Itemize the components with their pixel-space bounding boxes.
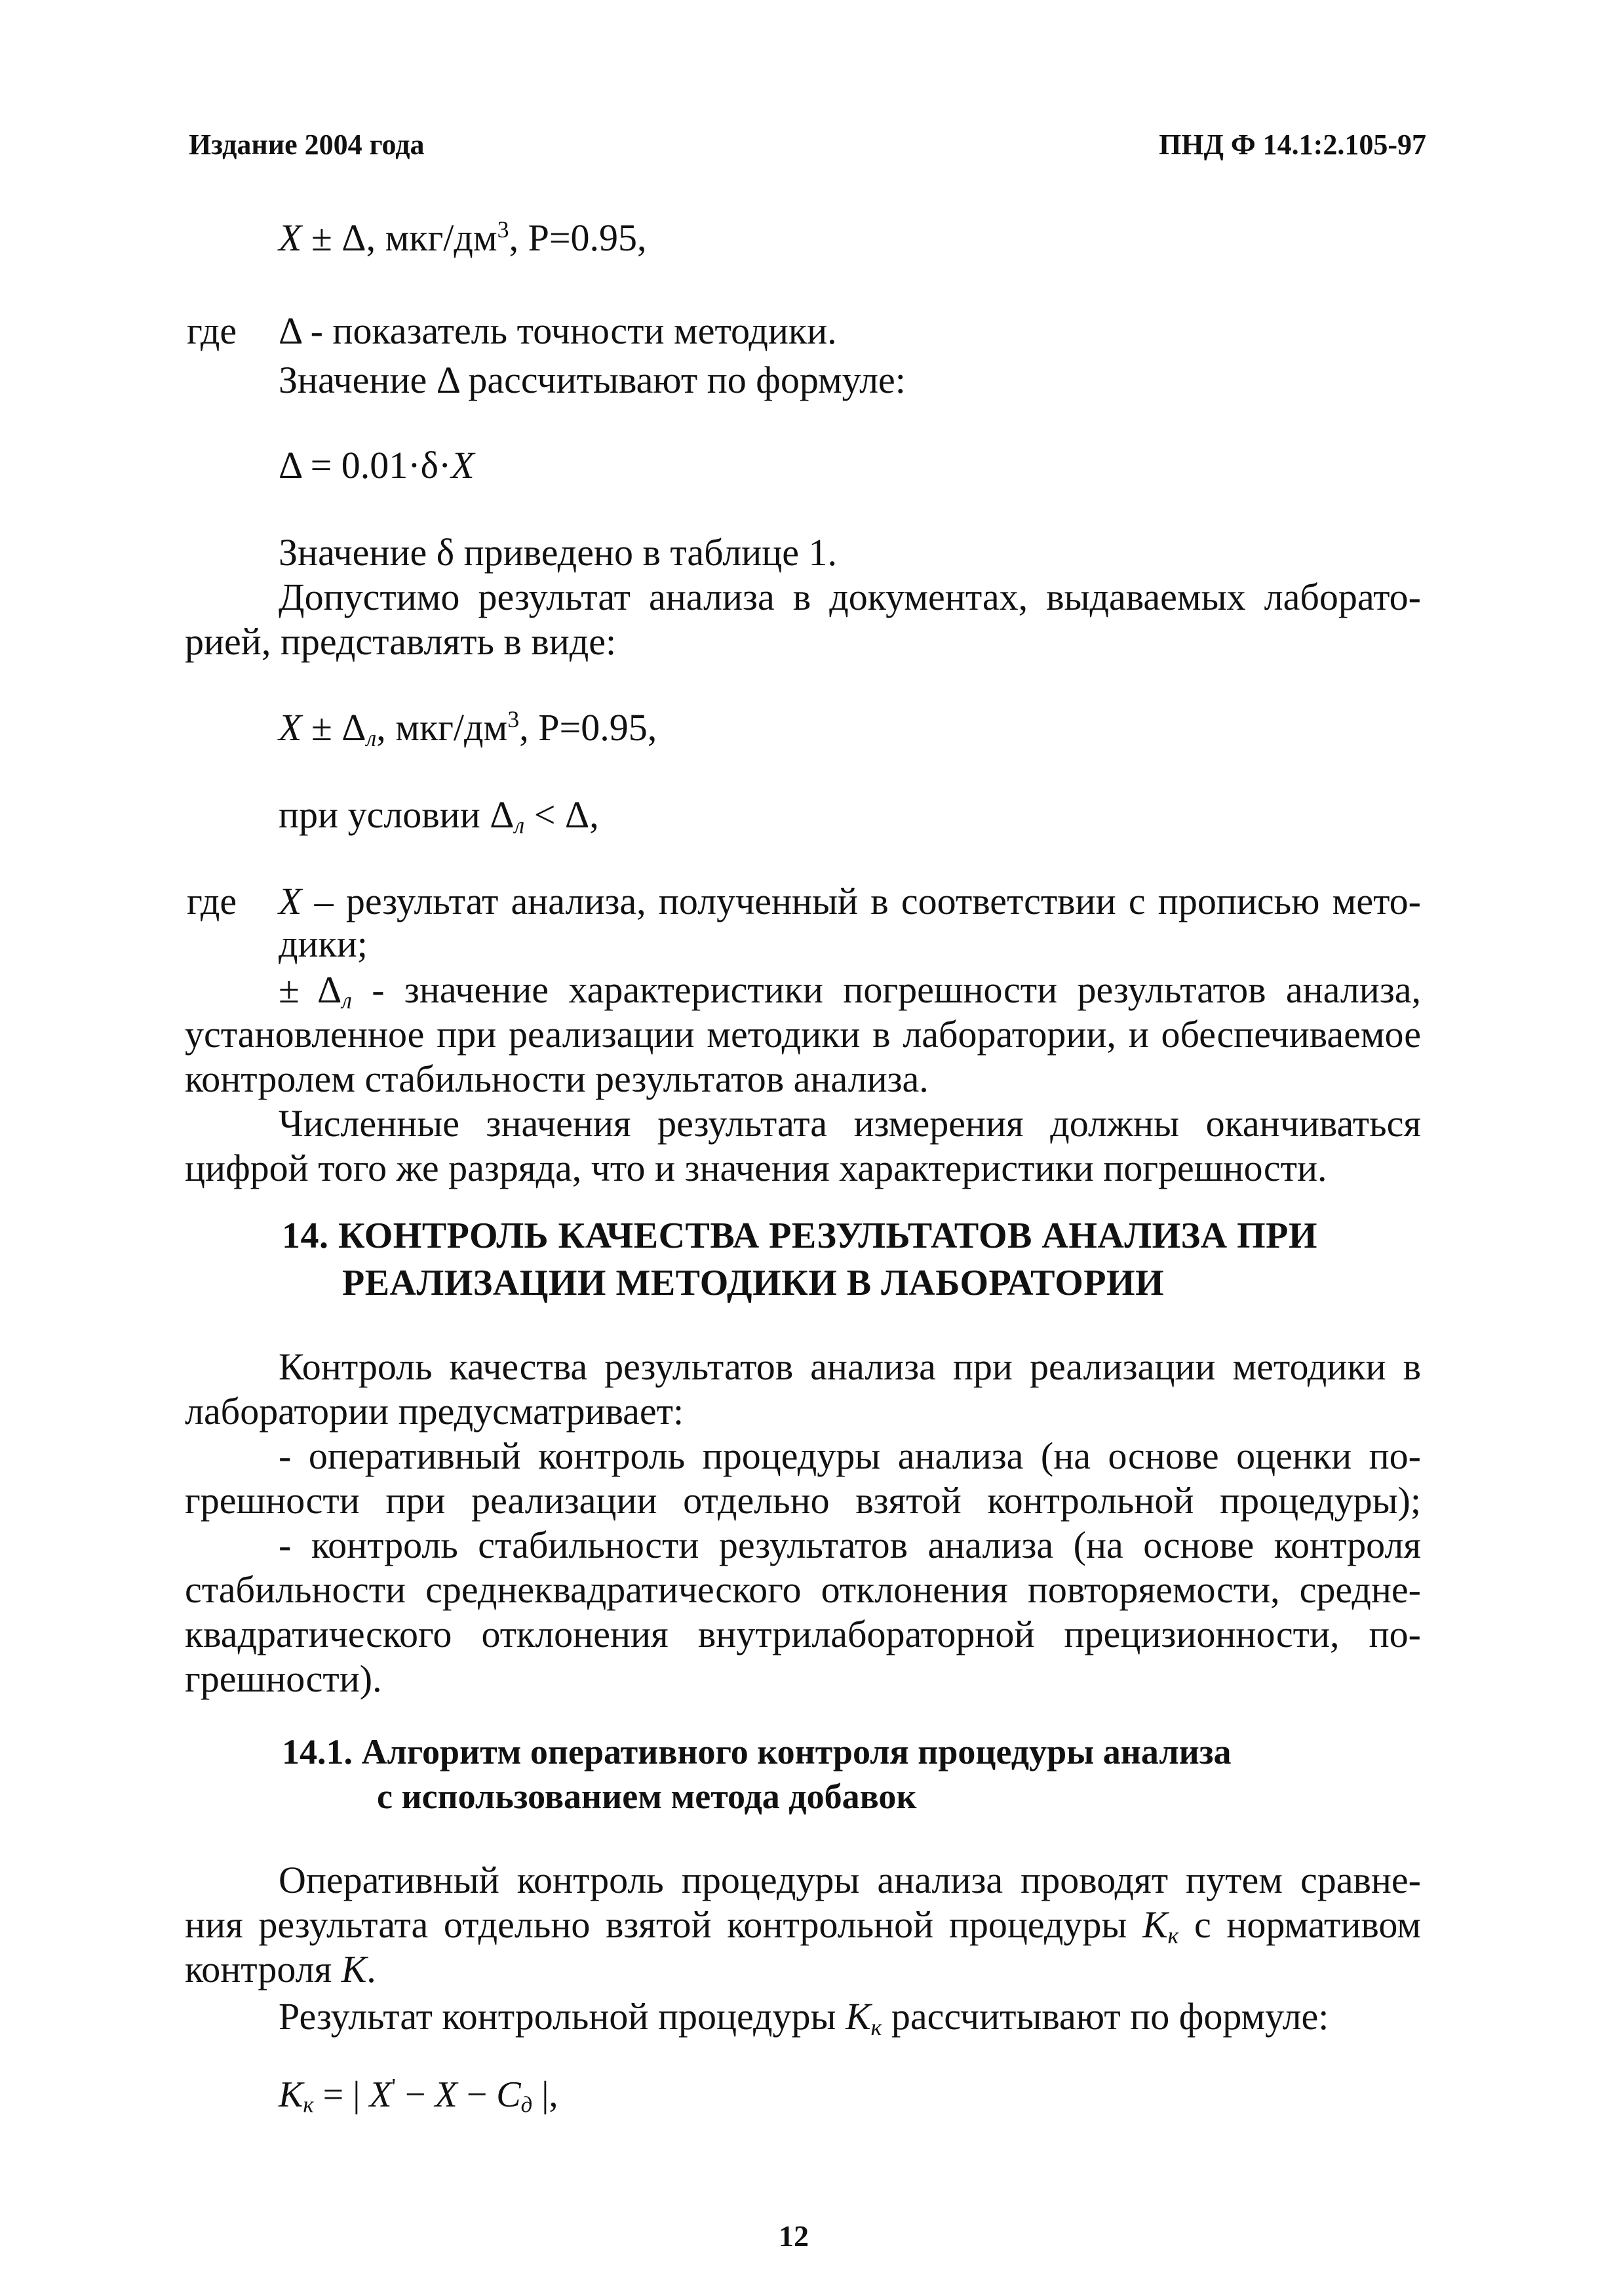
lab-char-line2: установленное при реализации методики в лаборатории, и обеспечиваемое bbox=[185, 1013, 1421, 1056]
where-label: где bbox=[187, 309, 237, 352]
kk-formula: $K_к$ = | $X' - X - C_д$ |, bbox=[279, 2073, 558, 2118]
section-14-title-line2: РЕАЛИЗАЦИИ МЕТОДИКИ В ЛАБОРАТОРИИ bbox=[342, 1263, 1165, 1303]
quality-bullet1-line1: - оперативный контроль процедуры анализа (на основе оценки по- bbox=[279, 1435, 1421, 1477]
section-14-title-line1: 14. КОНТРОЛЬ КАЧЕСТВА РЕЗУЛЬТАТОВ АНАЛИЗА ПРИ bbox=[282, 1216, 1317, 1256]
condition-formula: при условии $\Delta_л < \Delta$, bbox=[279, 793, 599, 839]
delta-definition: Δ - показатель точности методики. bbox=[279, 309, 837, 352]
where-label-2: где bbox=[187, 880, 237, 922]
quality-bullet1-line2: грешности при реализации отдельно взятой контрольной процедуры); bbox=[185, 1479, 1421, 1522]
delta-calc-intro: Значение Δ рассчитывают по формуле: bbox=[279, 359, 906, 401]
operative-line1: Оперативный контроль процедуры анализа проводят путем сравне- bbox=[279, 1859, 1421, 1901]
quality-bullet2-line2: стабильности среднеквадратического отклонения повторяемости, средне- bbox=[185, 1568, 1421, 1611]
quality-bullet2-line3: квадратического отклонения внутрилабораторной прецизионности, по- bbox=[185, 1613, 1421, 1655]
lab-char-line1: ± $\Delta_л$ - значение характеристики погрешности результатов анализа, bbox=[279, 968, 1422, 1014]
result-formula: X ± Δ, мкг/$дм^3$, Р=0.95, bbox=[279, 216, 647, 259]
formula-var-x: X bbox=[279, 216, 302, 259]
delta-formula: Δ = 0.01·δ·X bbox=[279, 444, 475, 486]
numeric-values-line2: цифрой того же разряда, что и значения характеристики погрешности. bbox=[185, 1147, 1327, 1189]
allowed-paragraph-line1: Допустимо результат анализа в документах, выдаваемых лаборато- bbox=[279, 576, 1421, 618]
quality-intro-line2: лаборатории предусматривает: bbox=[185, 1390, 684, 1433]
operative-line4: Результат контрольной процедуры $К_к$ рассчитывают по формуле: bbox=[279, 1995, 1329, 2040]
numeric-values-line1: Численные значения результата измерения должны оканчиваться bbox=[279, 1102, 1421, 1145]
quality-bullet2-line1: - контроль стабильности результатов анализа (на основе контроля bbox=[279, 1524, 1421, 1566]
delta-table-reference: Значение δ приведено в таблице 1. bbox=[279, 531, 837, 574]
quality-bullet2-line4: грешности). bbox=[185, 1657, 382, 1700]
lab-char-line3: контролем стабильности результатов анализа. bbox=[185, 1058, 929, 1100]
standard-number-header: ПНД Ф 14.1:2.105-97 bbox=[1159, 129, 1426, 161]
allowed-paragraph-line2: рией, представлять в виде: bbox=[185, 620, 617, 663]
operative-line3: контроля К. bbox=[185, 1948, 376, 1990]
section-14-1-title-line1: 14.1. Алгоритм оперативного контроля процедуры анализа bbox=[282, 1732, 1232, 1771]
page-number: 12 bbox=[779, 2219, 809, 2253]
operative-line2: ния результата отдельно взятой контрольной процедуры $К_к$ с нормативом bbox=[185, 1903, 1421, 1949]
x-definition-line2: дики; bbox=[279, 922, 368, 965]
lab-result-formula: $X \pm \Delta_л$, мкг/$дм^3$, Р=0.95, bbox=[279, 706, 657, 751]
section-14-1-title-line2: с использованием метода добавок bbox=[377, 1777, 917, 1816]
quality-intro-line1: Контроль качества результатов анализа при реализации методики в bbox=[279, 1345, 1421, 1388]
x-definition-line1: X – результат анализа, полученный в соответствии с прописью мето- bbox=[279, 880, 1421, 922]
edition-header: Издание 2004 года bbox=[189, 129, 425, 161]
